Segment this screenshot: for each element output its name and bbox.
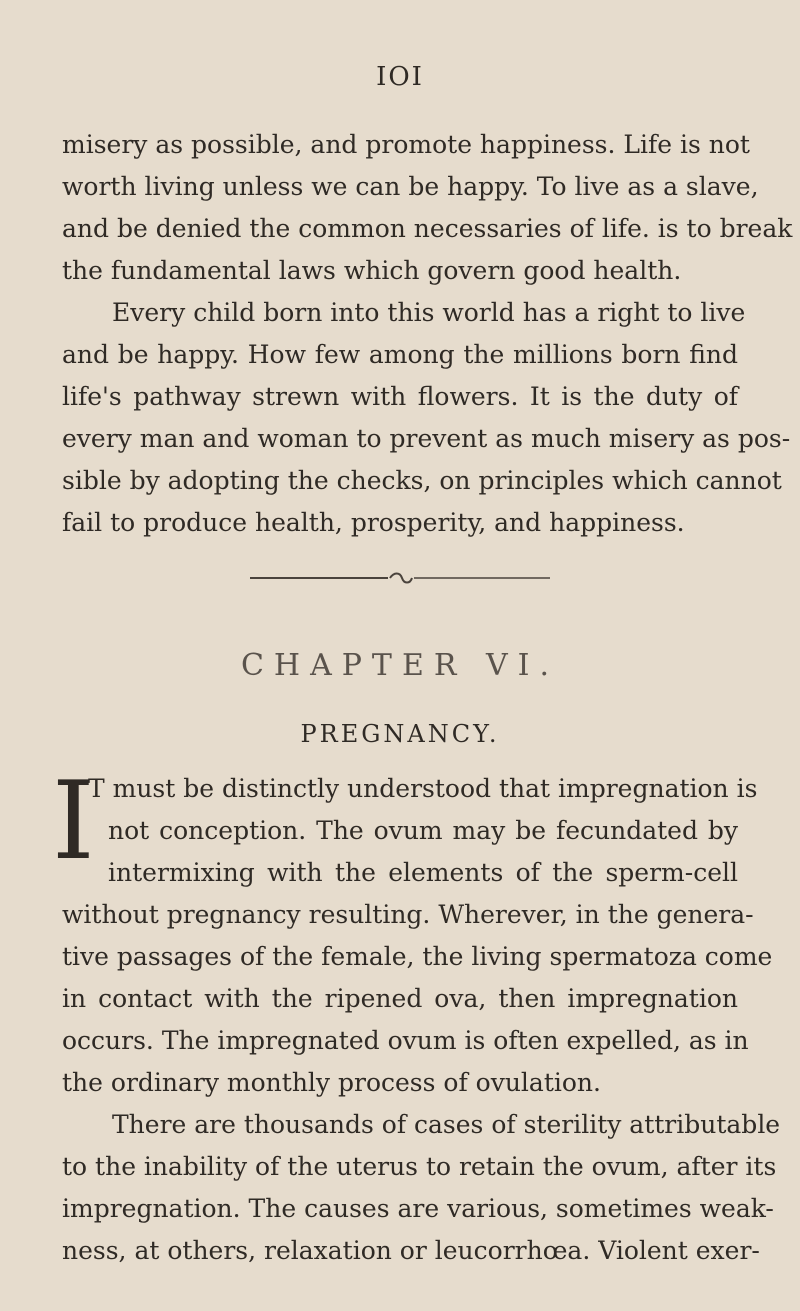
text-line: worth living unless we can be happy. To live as a slave, <box>62 172 759 201</box>
drop-cap: I <box>52 759 95 884</box>
chapter-title: PREGNANCY. <box>300 720 500 748</box>
text-line: T must be distinctly understood that impregnation is <box>88 774 758 803</box>
ornament-divider <box>250 570 550 586</box>
text-line: to the inability of the uterus to retain the ovum, after its <box>62 1152 777 1181</box>
text-line: without pregnancy resulting. Wherever, in the genera- <box>62 900 754 929</box>
text-line: and be happy. How few among the millions born find <box>62 340 738 369</box>
text-line: the ordinary monthly process of ovulation. <box>62 1068 601 1097</box>
text-line: sible by adopting the checks, on principles which cannot <box>62 466 782 495</box>
text-line: Every child born into this world has a right to live <box>112 298 746 327</box>
text-line: ness, at others, relaxation or leucorrhœa. Violent exer- <box>62 1236 760 1265</box>
text-line: life's pathway strewn with flowers. It is the duty of <box>62 382 738 411</box>
text-line: and be denied the common necessaries of life. is to break <box>62 214 793 243</box>
chapter-heading: CHAPTER VI. <box>240 648 560 683</box>
text-line: impregnation. The causes are various, sometimes weak- <box>62 1194 774 1223</box>
text-line: fail to produce health, prosperity, and happiness. <box>62 508 685 537</box>
text-line: every man and woman to prevent as much misery as pos- <box>62 424 791 453</box>
text-line: intermixing with the elements of the sperm-cell <box>108 858 738 887</box>
text-line: in contact with the ripened ova, then impregnation <box>62 984 738 1013</box>
text-line: the fundamental laws which govern good health. <box>62 256 682 285</box>
text-line: misery as possible, and promote happiness. Life is not <box>62 130 750 159</box>
text-line: There are thousands of cases of sterility attributable <box>112 1110 781 1139</box>
text-line: tive passages of the female, the living spermatoza come <box>62 942 773 971</box>
text-line: occurs. The impregnated ovum is often expelled, as in <box>62 1026 749 1055</box>
text-line: not conception. The ovum may be fecundated by <box>108 816 738 845</box>
page-number: IOI <box>376 62 424 92</box>
